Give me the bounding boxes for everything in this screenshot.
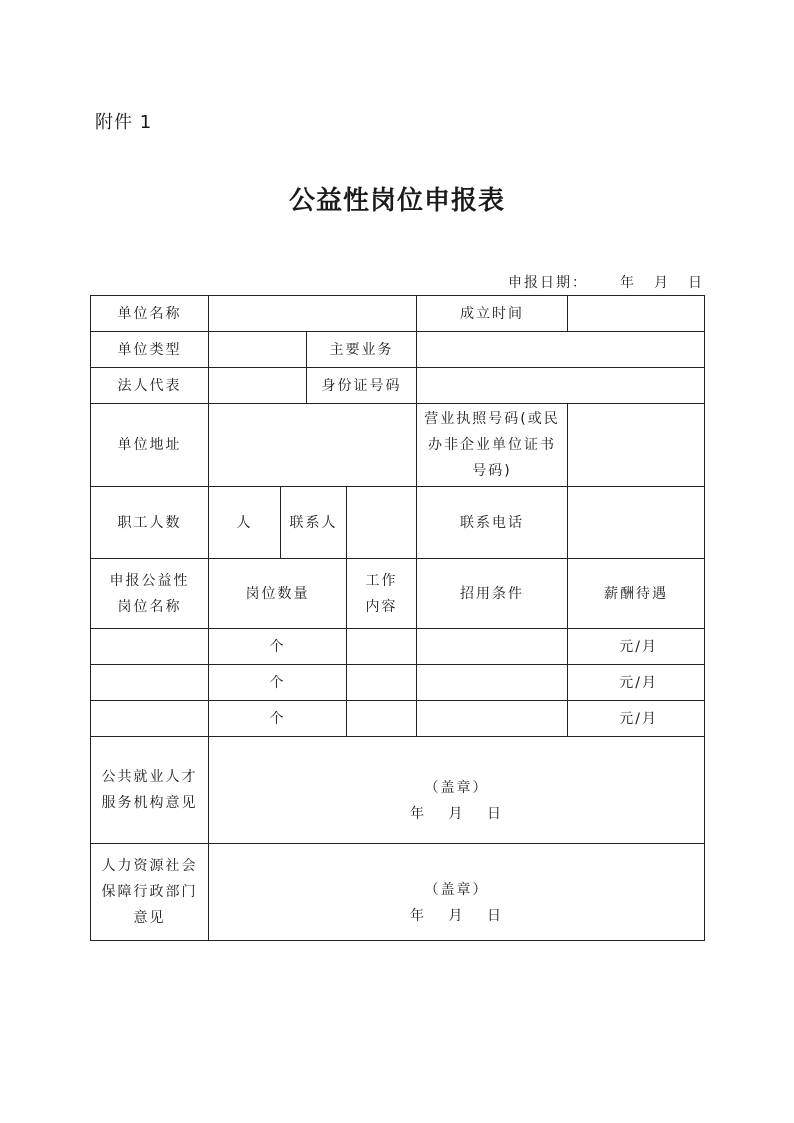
established-time-field[interactable] xyxy=(568,296,705,332)
contact-phone-label: 联系电话 xyxy=(417,487,568,559)
position-name-field[interactable] xyxy=(91,701,209,737)
position-row xyxy=(91,665,705,701)
recruitment-conditions-field[interactable] xyxy=(417,701,568,737)
salary-header: 薪酬待遇 xyxy=(568,559,705,629)
employment-service-opinion-field[interactable] xyxy=(209,737,705,844)
date-month-label: 月 xyxy=(654,275,670,291)
position-name-header xyxy=(91,559,209,629)
hr-department-label-line-1: 人力资源社会 xyxy=(101,858,198,874)
position-count-field[interactable] xyxy=(209,665,347,701)
position-name-header-line-2: 岗位名称 xyxy=(117,598,182,615)
opinion-date-placeholder: 年 月 日 xyxy=(410,908,503,924)
hr-department-opinion-row xyxy=(91,844,705,941)
contact-person-field[interactable] xyxy=(347,487,417,559)
work-content-field[interactable] xyxy=(347,629,417,665)
table-row xyxy=(91,487,705,559)
id-number-field[interactable] xyxy=(417,368,705,404)
recruitment-conditions-field[interactable] xyxy=(417,629,568,665)
main-business-label: 主要业务 xyxy=(307,332,417,368)
unit-name-field[interactable] xyxy=(209,296,417,332)
page-title: 公益性岗位申报表 xyxy=(288,186,505,216)
employment-service-label-line-2: 服务机构意见 xyxy=(101,795,198,811)
attachment-label: 附件 1 xyxy=(95,112,153,133)
table-row xyxy=(91,332,705,368)
main-business-field[interactable] xyxy=(417,332,705,368)
unit-type-field[interactable] xyxy=(209,332,307,368)
recruitment-conditions-field[interactable] xyxy=(417,665,568,701)
contact-phone-field[interactable] xyxy=(568,487,705,559)
position-name-field[interactable] xyxy=(91,665,209,701)
salary-unit: 元/月 xyxy=(619,638,658,655)
hr-department-label-line-2: 保障行政部门 xyxy=(101,884,198,900)
position-header-row xyxy=(91,559,705,629)
count-unit: 个 xyxy=(269,674,286,691)
salary-field[interactable] xyxy=(568,701,705,737)
staff-count-field[interactable] xyxy=(209,487,281,559)
application-date-label: 申报日期： xyxy=(508,275,588,291)
position-count-field[interactable] xyxy=(209,629,347,665)
unit-type-label: 单位类型 xyxy=(91,332,209,368)
id-number-label: 身份证号码 xyxy=(307,368,417,404)
work-content-header-line-2: 内容 xyxy=(365,598,398,615)
position-name-field[interactable] xyxy=(91,629,209,665)
legal-representative-label: 法人代表 xyxy=(91,368,209,404)
table-row xyxy=(91,404,705,487)
count-unit: 个 xyxy=(269,638,286,655)
table-row xyxy=(91,368,705,404)
license-label-line-2: 办非企业单位证书 xyxy=(428,437,556,453)
recruitment-conditions-header: 招用条件 xyxy=(417,559,568,629)
person-unit: 人 xyxy=(236,514,253,531)
stamp-label: （盖章） xyxy=(424,882,489,898)
application-date-line xyxy=(508,272,704,292)
table-row xyxy=(91,296,705,332)
salary-field[interactable] xyxy=(568,629,705,665)
count-unit: 个 xyxy=(269,710,286,727)
position-name-header-line-1: 申报公益性 xyxy=(109,572,190,589)
license-label-line-1: 营业执照号码(或民 xyxy=(424,411,560,427)
work-content-header xyxy=(347,559,417,629)
legal-representative-field[interactable] xyxy=(209,368,307,404)
application-form-table xyxy=(90,295,705,941)
work-content-field[interactable] xyxy=(347,701,417,737)
position-row xyxy=(91,701,705,737)
date-year-label: 年 xyxy=(620,275,636,291)
license-number-field[interactable] xyxy=(568,404,705,487)
staff-count-label: 职工人数 xyxy=(91,487,209,559)
employment-service-opinion-label xyxy=(91,737,209,844)
license-label-line-3: 号码) xyxy=(472,463,512,479)
license-number-label xyxy=(417,404,568,487)
unit-address-field[interactable] xyxy=(209,404,417,487)
work-content-field[interactable] xyxy=(347,665,417,701)
salary-field[interactable] xyxy=(568,665,705,701)
salary-unit: 元/月 xyxy=(619,710,658,727)
hr-department-opinion-field[interactable] xyxy=(209,844,705,941)
established-time-label: 成立时间 xyxy=(417,296,568,332)
date-day-label: 日 xyxy=(688,275,704,291)
salary-unit: 元/月 xyxy=(619,674,658,691)
position-count-field[interactable] xyxy=(209,701,347,737)
hr-department-label-line-3: 意见 xyxy=(133,910,166,926)
work-content-header-line-1: 工作 xyxy=(365,572,398,589)
hr-department-opinion-label xyxy=(91,844,209,941)
stamp-label: （盖章） xyxy=(424,780,489,796)
position-count-header: 岗位数量 xyxy=(209,559,347,629)
unit-name-label: 单位名称 xyxy=(91,296,209,332)
employment-service-label-line-1: 公共就业人才 xyxy=(101,769,198,785)
contact-person-label: 联系人 xyxy=(281,487,347,559)
opinion-date-placeholder: 年 月 日 xyxy=(410,806,503,822)
position-row xyxy=(91,629,705,665)
unit-address-label: 单位地址 xyxy=(91,404,209,487)
employment-service-opinion-row xyxy=(91,737,705,844)
